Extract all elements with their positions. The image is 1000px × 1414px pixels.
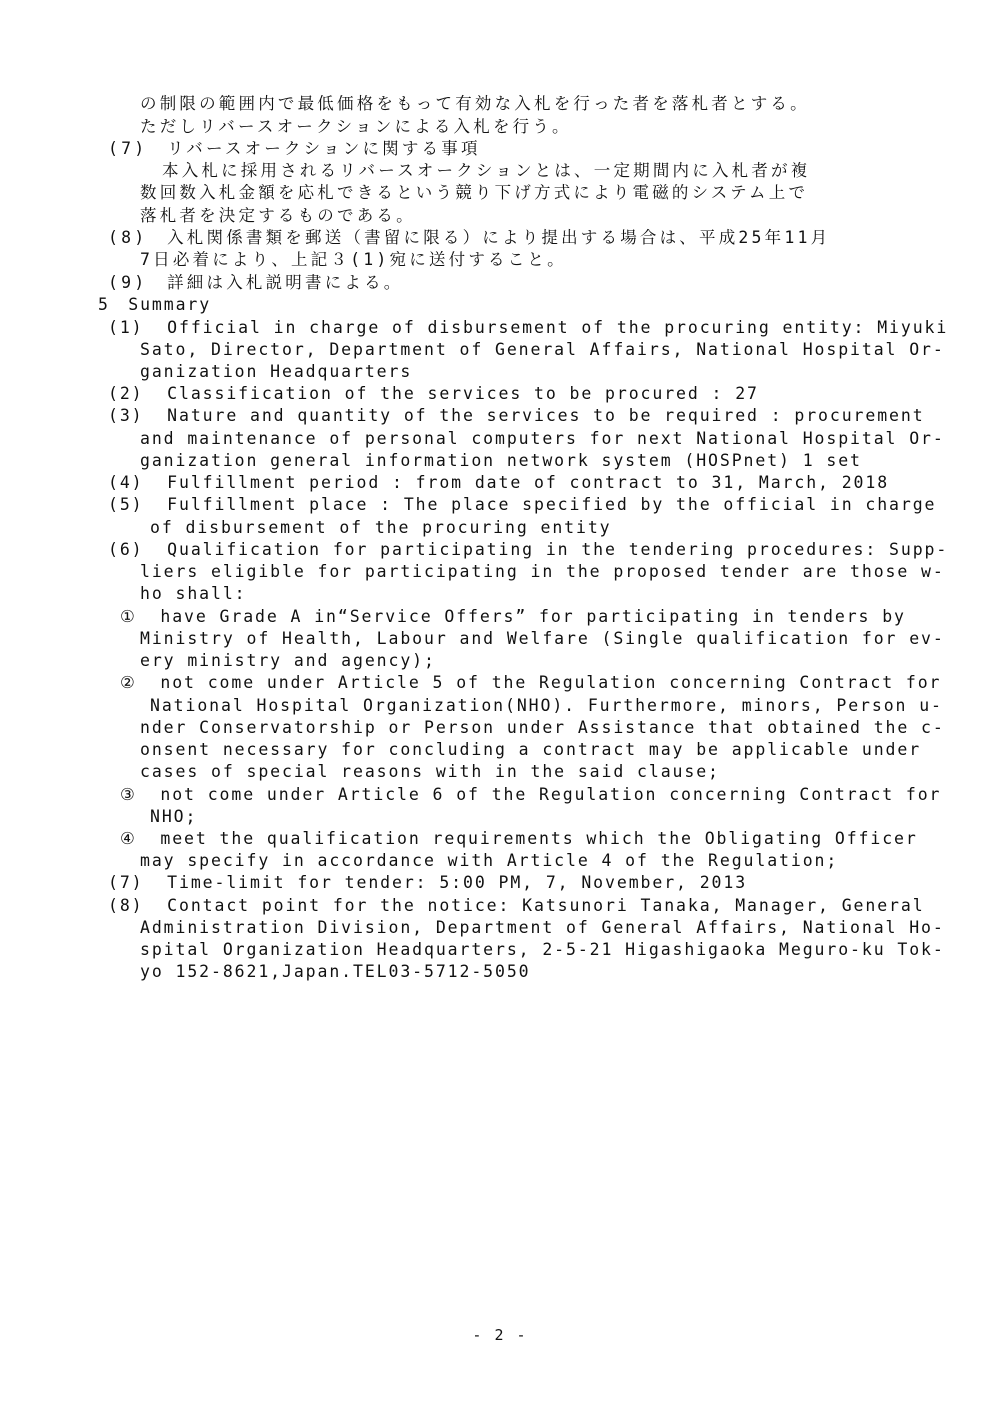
text-line: of disbursement of the procuring entity <box>150 518 612 537</box>
text-line: National Hospital Organization(NHO). Furthermore, minors, Person u- <box>150 696 943 715</box>
text-line: (7) リバースオークションに関する事項 <box>108 139 481 158</box>
text-line: ganization Headquarters <box>140 362 413 381</box>
text-line: ③ not come under Article 6 of the Regulation concerning Contract for <box>120 785 942 804</box>
text-line: cases of special reasons with in the said clause; <box>140 762 720 781</box>
text-line: ho shall: <box>140 584 247 603</box>
text-line: 7日必着により、上記３(1)宛に送付すること。 <box>140 250 567 269</box>
text-line: (4) Fulfillment period : from date of contract to 31, March, 2018 <box>108 473 890 492</box>
text-line: nder Conservatorship or Person under Assistance that obtained the c- <box>140 718 945 737</box>
text-line: ① have Grade A in“Service Offers” for participating in tenders by <box>120 607 906 626</box>
text-line: Sato, Director, Department of General Affairs, National Hospital Or- <box>140 340 945 359</box>
text-line: (6) Qualification for participating in the tendering procedures: Supp- <box>108 540 949 559</box>
text-line: Administration Division, Department of General Affairs, National Ho- <box>140 918 945 937</box>
text-line: 落札者を決定するものである。 <box>140 206 416 225</box>
text-line: NHO; <box>150 807 198 826</box>
text-line: (8) 入札関係書類を郵送（書留に限る）により提出する場合は、平成25年11月 <box>108 228 831 247</box>
text-line: (5) Fulfillment place : The place specified by the official in charge <box>108 495 937 514</box>
text-line: ただしリバースオークションによる入札を行う。 <box>140 117 572 136</box>
text-line: 本入札に採用されるリバースオークションとは、一定期間内に入札者が複 <box>162 161 811 180</box>
text-line: ganization general information network system (HOSPnet) 1 set <box>140 451 862 470</box>
text-line: liers eligible for participating in the proposed tender are those w- <box>140 562 945 581</box>
text-line: ④ meet the qualification requirements which the Obligating Officer <box>120 829 918 848</box>
text-line: ery ministry and agency); <box>140 651 436 670</box>
text-line: の制限の範囲内で最低価格をもって有効な入札を行った者を落札者とする。 <box>140 94 810 113</box>
text-line: onsent necessary for concluding a contract may be applicable under <box>140 740 922 759</box>
text-line: (9) 詳細は入札説明書による。 <box>108 273 404 292</box>
text-line: (2) Classification of the services to be procured : 27 <box>108 384 759 403</box>
text-line: (7) Time-limit for tender: 5:00 PM, 7, November, 2013 <box>108 873 748 892</box>
text-line: (1) Official in charge of disbursement of the procuring entity: Miyuki <box>108 318 949 337</box>
text-line: Ministry of Health, Labour and Welfare (Single qualification for ev- <box>140 629 945 648</box>
text-line: 数回数入札金額を応札できるという競り下げ方式により電磁的システム上で <box>140 183 809 202</box>
text-line: spital Organization Headquarters, 2-5-21 Higashigaoka Meguro-ku Tok- <box>140 940 945 959</box>
section-heading: 5 Summary <box>98 295 212 314</box>
page-number: - 2 - <box>472 1326 528 1344</box>
text-line: ② not come under Article 5 of the Regulation concerning Contract for <box>120 673 942 692</box>
text-line: and maintenance of personal computers for next National Hospital Or- <box>140 429 945 448</box>
text-line: may specify in accordance with Article 4 of the Regulation; <box>140 851 839 870</box>
text-line: (8) Contact point for the notice: Katsunori Tanaka, Manager, General <box>108 896 925 915</box>
text-line: (3) Nature and quantity of the services to be required : procurement <box>108 406 925 425</box>
text-line: yo 152-8621,Japan.TEL03-5712-5050 <box>140 962 531 981</box>
